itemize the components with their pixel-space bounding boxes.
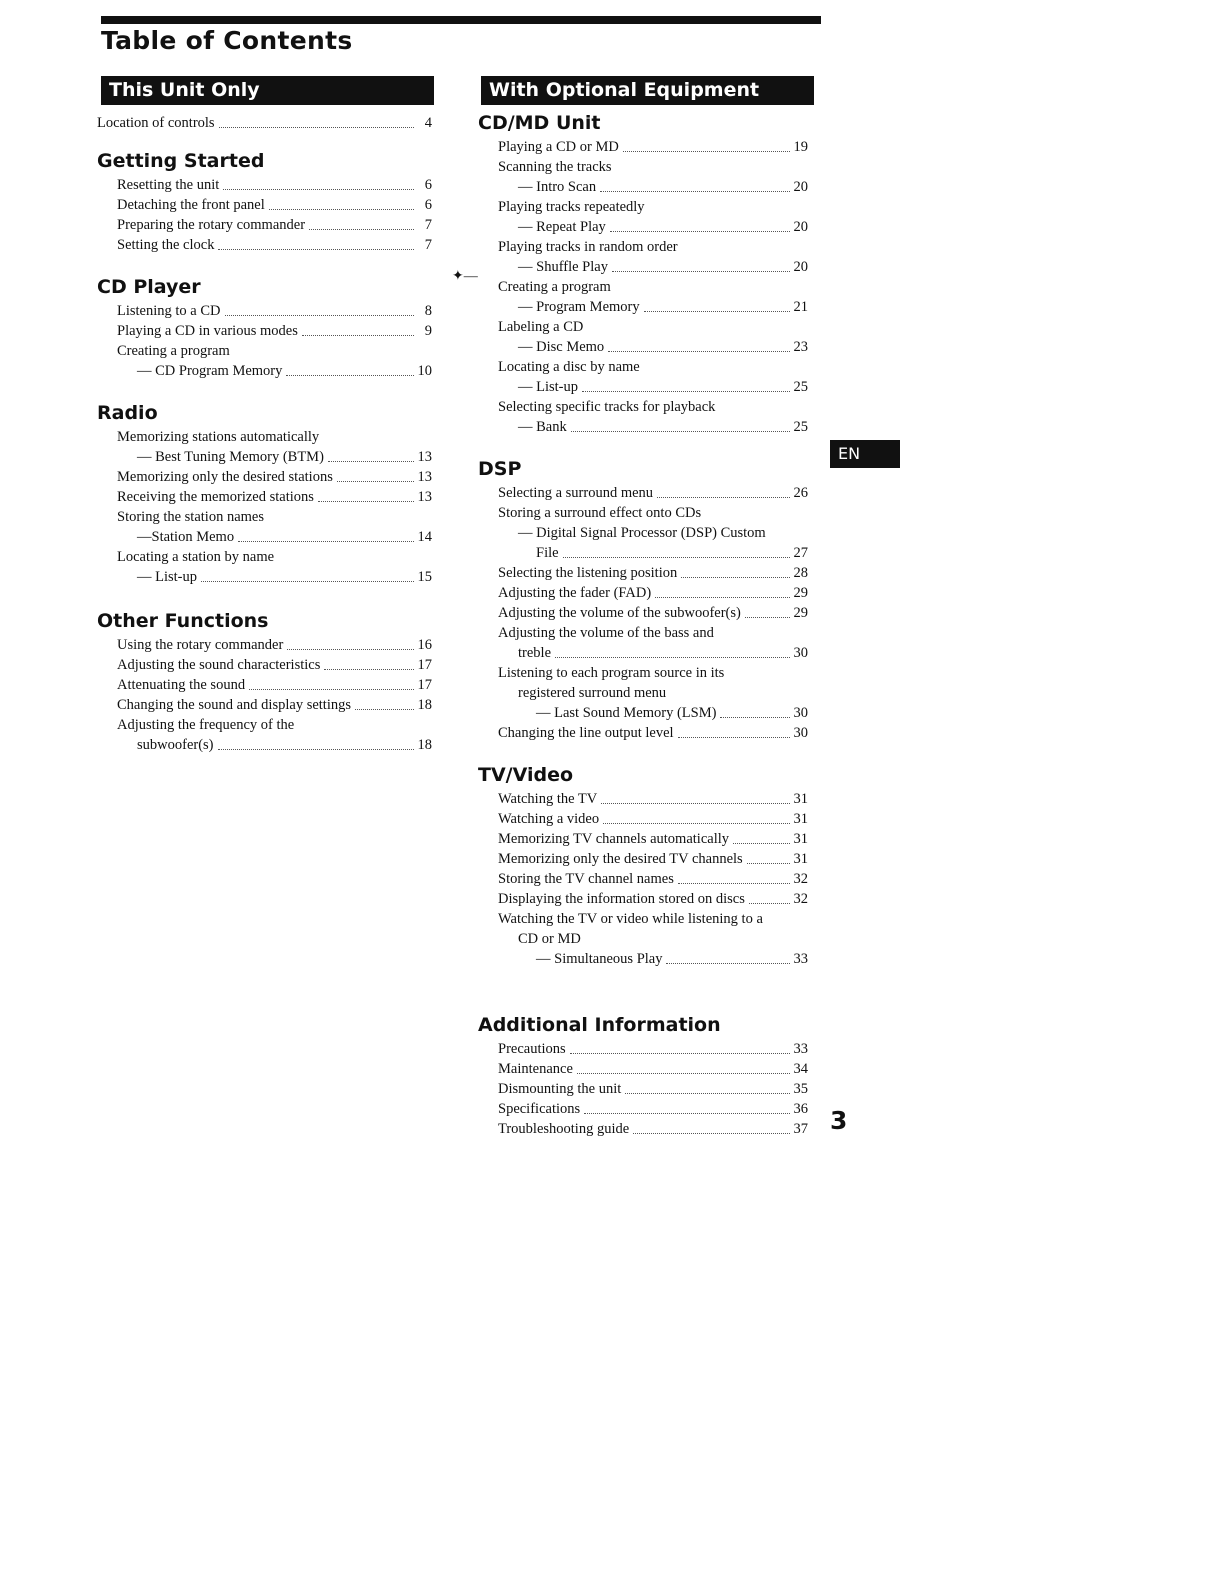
toc-entry[interactable]	[117, 196, 432, 214]
toc-entry-page: 19	[793, 139, 808, 155]
toc-entry-page: 14	[417, 529, 432, 545]
leader-dots	[608, 351, 789, 352]
toc-entry[interactable]	[498, 318, 808, 356]
toc-entry-page: 30	[793, 645, 808, 661]
toc-entry-heading-line: Adjusting the volume of the bass and	[498, 625, 714, 641]
toc-entry-text: Playing a CD in various modes	[117, 323, 298, 339]
leader-dots	[749, 903, 790, 904]
toc-entry-heading-line: Storing a surround effect onto CDs	[498, 505, 702, 521]
toc-entry-text: — List-up	[518, 379, 579, 395]
toc-entry[interactable]	[498, 484, 808, 502]
toc-entry-page: 20	[793, 179, 808, 195]
top-rule	[101, 16, 821, 24]
leader-dots	[238, 541, 413, 542]
leader-dots	[355, 709, 414, 710]
toc-entry-location-of-controls[interactable]	[97, 114, 432, 132]
leader-dots	[644, 311, 790, 312]
toc-entry-text: Attenuating the sound	[117, 677, 246, 693]
toc-entry-heading-line: Listening to each program source in its	[498, 665, 725, 681]
toc-entry-heading-line: Adjusting the frequency of the	[117, 717, 295, 733]
toc-entry-heading-line: Creating a program	[117, 343, 230, 359]
toc-entry[interactable]	[117, 216, 432, 234]
toc-entry[interactable]	[117, 488, 432, 506]
leader-dots	[201, 581, 413, 582]
toc-entry-page: 8	[424, 303, 432, 319]
section-entries	[97, 302, 432, 380]
toc-entry-text: Listening to a CD	[117, 303, 221, 319]
toc-entry[interactable]	[498, 810, 808, 828]
toc-entry[interactable]	[498, 198, 808, 236]
band-with-optional-equipment: With Optional Equipment	[481, 76, 814, 105]
toc-entry-text: — Bank	[518, 419, 567, 435]
toc-entry-page: 13	[417, 469, 432, 485]
toc-entry-text: Memorizing only the desired stations	[117, 469, 333, 485]
leader-dots	[218, 749, 414, 750]
section-entries	[478, 1040, 808, 1138]
page-number: 3	[830, 1106, 848, 1135]
toc-entry-text: — Intro Scan	[518, 179, 597, 195]
toc-entry[interactable]	[117, 236, 432, 254]
toc-entry-text: — Last Sound Memory (LSM)	[536, 705, 717, 721]
toc-entry-text: File	[536, 545, 559, 561]
leader-dots	[601, 803, 789, 804]
toc-entry-page: 30	[793, 705, 808, 721]
toc-entry-text: Watching a video	[498, 811, 600, 827]
toc-entry-page: 37	[793, 1121, 808, 1137]
leader-dots	[678, 737, 790, 738]
leader-dots	[678, 883, 790, 884]
section-entries	[97, 176, 432, 254]
toc-entry-text: Watching the TV	[498, 791, 598, 807]
toc-entry-text: — Simultaneous Play	[536, 951, 663, 967]
toc-entry-text: Receiving the memorized stations	[117, 489, 314, 505]
toc-entry[interactable]	[117, 548, 432, 586]
toc-entry-text: Selecting a surround menu	[498, 485, 654, 501]
toc-entry-page: 21	[793, 299, 808, 315]
toc-entry[interactable]	[117, 342, 432, 380]
toc-entry-page: 23	[793, 339, 808, 355]
section-title: Other Functions	[97, 610, 269, 632]
toc-entry-text: Changing the sound and display settings	[117, 697, 351, 713]
toc-entry-text: — Shuffle Play	[518, 259, 608, 275]
toc-entry-text: Precautions	[498, 1041, 566, 1057]
toc-entry-page: 31	[793, 811, 808, 827]
leader-dots	[657, 497, 789, 498]
toc-entry[interactable]	[117, 716, 432, 754]
toc-entry-page: 26	[793, 485, 808, 501]
leader-dots	[328, 461, 414, 462]
toc-entry-page: 6	[424, 197, 432, 213]
toc-entry-text: Adjusting the sound characteristics	[117, 657, 321, 673]
toc-entry-page: 32	[793, 871, 808, 887]
leader-dots	[745, 617, 790, 618]
toc-entry-page: 9	[424, 323, 432, 339]
leader-dots	[584, 1113, 789, 1114]
toc-entry[interactable]	[498, 158, 808, 196]
left-column	[97, 112, 432, 756]
toc-entry-text: Adjusting the volume of the subwoofer(s)	[498, 605, 741, 621]
toc-entry-page: 30	[793, 725, 808, 741]
leader-dots	[225, 315, 414, 316]
toc-entry-heading-line: Locating a disc by name	[498, 359, 640, 375]
toc-entry-page: 13	[417, 449, 432, 465]
toc-entry[interactable]	[498, 138, 808, 156]
right-column	[478, 112, 808, 1140]
toc-entry[interactable]	[498, 890, 808, 908]
toc-entry-text: — CD Program Memory	[137, 363, 283, 379]
toc-entry-page: 33	[793, 951, 808, 967]
toc-entry-text: Location of controls	[97, 115, 215, 131]
toc-entry-text: — List-up	[137, 569, 198, 585]
toc-entry[interactable]	[498, 238, 808, 276]
leader-dots	[269, 209, 414, 210]
toc-entry-text: Adjusting the fader (FAD)	[498, 585, 652, 601]
toc-entry[interactable]	[498, 278, 808, 316]
leader-dots	[623, 151, 790, 152]
right-sections	[478, 112, 808, 1138]
toc-entry[interactable]	[117, 656, 432, 674]
toc-entry[interactable]	[117, 176, 432, 194]
leader-dots	[302, 335, 414, 336]
toc-entry-text: —Station Memo	[137, 529, 235, 545]
language-badge: EN	[830, 440, 900, 468]
toc-entry[interactable]	[498, 1100, 808, 1118]
leader-dots	[570, 1053, 790, 1054]
leader-dots	[666, 963, 789, 964]
toc-entry[interactable]	[498, 1120, 808, 1138]
section-entries	[97, 636, 432, 754]
toc-entry-text: Changing the line output level	[498, 725, 674, 741]
leader-dots	[577, 1073, 790, 1074]
toc-entry-page: 20	[793, 219, 808, 235]
toc-entry[interactable]	[498, 584, 808, 602]
toc-entry[interactable]	[498, 1060, 808, 1078]
toc-entry-text: Memorizing TV channels automatically	[498, 831, 730, 847]
toc-entry-text: Detaching the front panel	[117, 197, 265, 213]
toc-entry-page: 34	[793, 1061, 808, 1077]
section-title: CD/MD Unit	[478, 112, 601, 134]
toc-entry-heading-line: Watching the TV or video while listening to a	[498, 911, 763, 927]
toc-entry-page: 31	[793, 831, 808, 847]
toc-entry[interactable]	[498, 664, 808, 722]
toc-entry[interactable]	[117, 322, 432, 340]
toc-entry-page: 16	[417, 637, 432, 653]
toc-entry-page: 25	[793, 419, 808, 435]
toc-entry-text: Resetting the unit	[117, 177, 220, 193]
toc-entry-page: 36	[793, 1101, 808, 1117]
section-title: DSP	[478, 458, 522, 480]
leader-dots	[747, 863, 790, 864]
toc-entry[interactable]	[498, 1040, 808, 1058]
toc-entry-heading-line: Selecting specific tracks for playback	[498, 399, 716, 415]
section-entries	[478, 138, 808, 436]
toc-entry-text: Playing a CD or MD	[498, 139, 619, 155]
leader-dots	[287, 649, 413, 650]
section-title: CD Player	[97, 276, 201, 298]
toc-entry[interactable]	[498, 604, 808, 622]
leader-dots	[612, 271, 790, 272]
toc-entry[interactable]	[498, 910, 808, 968]
toc-entry-text: Troubleshooting guide	[498, 1121, 630, 1137]
toc-entry-heading-line: Scanning the tracks	[498, 159, 612, 175]
section-entries	[97, 428, 432, 586]
toc-entry-text: Setting the clock	[117, 237, 215, 253]
toc-entry[interactable]	[117, 636, 432, 654]
toc-entry-heading-line: Memorizing stations automatically	[117, 429, 320, 445]
leader-dots	[555, 657, 789, 658]
leader-dots	[733, 843, 789, 844]
toc-entry-heading-line: Playing tracks repeatedly	[498, 199, 645, 215]
toc-entry[interactable]	[498, 624, 808, 662]
toc-entry-page: 10	[417, 363, 432, 379]
section-entries	[478, 790, 808, 968]
section-title: Getting Started	[97, 150, 265, 172]
toc-entry-page: 15	[417, 569, 432, 585]
leader-dots	[625, 1093, 789, 1094]
toc-entry-page: 20	[793, 259, 808, 275]
toc-entry-text: Dismounting the unit	[498, 1081, 622, 1097]
section-title: TV/Video	[478, 764, 574, 786]
toc-entry-page: 27	[793, 545, 808, 561]
toc-entry[interactable]	[498, 724, 808, 742]
leader-dots	[720, 717, 789, 718]
leader-dots	[318, 501, 414, 502]
toc-entry-text: Storing the TV channel names	[498, 871, 674, 887]
toc-entry-heading-line: Locating a station by name	[117, 549, 275, 565]
toc-entry-text: — Disc Memo	[518, 339, 605, 355]
leader-dots	[219, 127, 414, 128]
section-title: Additional Information	[478, 1014, 721, 1036]
toc-entry-page: 35	[793, 1081, 808, 1097]
arrow-marker-icon: ✦—	[452, 269, 478, 284]
toc-entry-page: 6	[424, 177, 432, 193]
toc-entry-text: Using the rotary commander	[117, 637, 284, 653]
toc-entry-page: 17	[417, 677, 432, 693]
section-title: Radio	[97, 402, 158, 424]
toc-entry-text: Displaying the information stored on discs	[498, 891, 745, 907]
leader-dots	[571, 431, 790, 432]
left-sections	[97, 150, 432, 754]
toc-entry-page: 31	[793, 791, 808, 807]
toc-entry-text: Specifications	[498, 1101, 581, 1117]
toc-entry[interactable]	[117, 428, 432, 466]
toc-entry-heading-line: Playing tracks in random order	[498, 239, 678, 255]
toc-entry[interactable]	[498, 830, 808, 848]
toc-entry-page: 28	[793, 565, 808, 581]
toc-entry[interactable]	[117, 676, 432, 694]
toc-entry-page: 29	[793, 585, 808, 601]
toc-entry-page: 17	[417, 657, 432, 673]
leader-dots	[337, 481, 414, 482]
leader-dots	[582, 391, 789, 392]
band-this-unit-only: This Unit Only	[101, 76, 434, 105]
toc-entry-page: 4	[424, 115, 432, 131]
leader-dots	[603, 823, 789, 824]
toc-entry[interactable]	[498, 790, 808, 808]
toc-entry-page: 25	[793, 379, 808, 395]
leader-dots	[249, 689, 413, 690]
toc-entry-page: 32	[793, 891, 808, 907]
toc-entry-page: 18	[417, 697, 432, 713]
section-entries	[478, 484, 808, 742]
toc-entry-text: subwoofer(s)	[137, 737, 214, 753]
leader-dots	[563, 557, 790, 558]
toc-entry-page: 13	[417, 489, 432, 505]
leader-dots	[610, 231, 790, 232]
toc-entry[interactable]	[117, 508, 432, 546]
toc-entry-page: 18	[417, 737, 432, 753]
leader-dots	[681, 577, 789, 578]
leader-dots	[600, 191, 789, 192]
toc-entry[interactable]	[117, 302, 432, 320]
toc-entry[interactable]	[498, 504, 808, 562]
toc-entry-text: Selecting the listening position	[498, 565, 678, 581]
leader-dots	[655, 597, 789, 598]
page-title: Table of Contents	[101, 26, 353, 55]
toc-entry-text: treble	[518, 645, 552, 661]
leader-dots	[218, 249, 414, 250]
leader-dots	[223, 189, 414, 190]
toc-entry-heading-line: Labeling a CD	[498, 319, 584, 335]
leader-dots	[324, 669, 413, 670]
toc-entry-text: — Repeat Play	[518, 219, 606, 235]
toc-entry[interactable]	[498, 564, 808, 582]
toc-entry-heading-line: registered surround menu	[518, 685, 667, 701]
toc-entry-heading-line: Creating a program	[498, 279, 611, 295]
toc-entry[interactable]	[498, 1080, 808, 1098]
toc-entry-page: 31	[793, 851, 808, 867]
toc-entry[interactable]	[498, 850, 808, 868]
toc-entry-text: Preparing the rotary commander	[117, 217, 306, 233]
toc-entry-text: — Best Tuning Memory (BTM)	[137, 449, 324, 465]
toc-entry-heading-line: Storing the station names	[117, 509, 264, 525]
toc-entry[interactable]	[498, 870, 808, 888]
toc-entry[interactable]	[498, 358, 808, 396]
toc-entry-page: 33	[793, 1041, 808, 1057]
toc-entry[interactable]	[498, 398, 808, 436]
toc-entry-text: — Program Memory	[518, 299, 640, 315]
toc-entry-text: Maintenance	[498, 1061, 573, 1077]
toc-entry-page: 29	[793, 605, 808, 621]
leader-dots	[309, 229, 414, 230]
toc-entry-page: 7	[424, 237, 432, 253]
toc-entry-text: Memorizing only the desired TV channels	[498, 851, 743, 867]
leader-dots	[633, 1133, 789, 1134]
toc-entry-page: 7	[424, 217, 432, 233]
toc-entry-heading-line: CD or MD	[518, 931, 581, 947]
toc-entry[interactable]	[117, 468, 432, 486]
toc-entry[interactable]	[117, 696, 432, 714]
toc-entry-heading-line: — Digital Signal Processor (DSP) Custom	[518, 525, 766, 541]
leader-dots	[286, 375, 413, 376]
